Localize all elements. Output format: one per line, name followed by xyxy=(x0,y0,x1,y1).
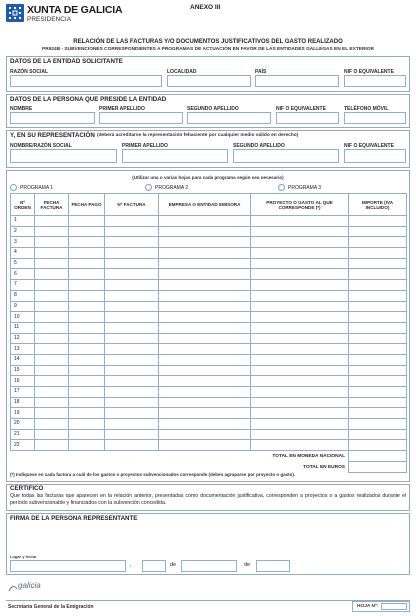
row-order-number: 1 xyxy=(11,216,35,227)
table-cell[interactable] xyxy=(251,333,349,344)
entity-heading: DATOS DE LA ENTIDAD SOLICITANTE xyxy=(10,58,123,65)
table-cell[interactable] xyxy=(35,322,69,333)
table-cell[interactable] xyxy=(251,216,349,227)
table-cell[interactable] xyxy=(159,429,251,440)
date-de-1: de xyxy=(170,562,177,568)
entity-country-field[interactable] xyxy=(255,75,339,87)
table-cell[interactable] xyxy=(35,344,69,355)
table-cell[interactable] xyxy=(251,312,349,323)
entity-name-field[interactable] xyxy=(10,75,162,87)
president-nif-label: NIF O EQUIVALENTE xyxy=(276,106,326,112)
entity-locality-field[interactable] xyxy=(167,75,251,87)
total-local-label: TOTAL EN MONEDA NACIONAL xyxy=(11,451,349,462)
table-cell[interactable] xyxy=(349,429,407,440)
representative-nif-field[interactable] xyxy=(344,149,406,163)
col-order-header: Nº ORDEN xyxy=(11,194,35,216)
program-2-radio[interactable] xyxy=(145,184,152,191)
table-cell[interactable] xyxy=(105,226,159,237)
table-cell[interactable] xyxy=(251,397,349,408)
col-invoice-date-header: FECHA FACTURA xyxy=(35,194,69,216)
table-row xyxy=(11,419,407,430)
table-row xyxy=(11,312,407,323)
row-order-number: 11 xyxy=(11,322,35,333)
table-cell[interactable] xyxy=(69,280,105,291)
table-cell[interactable] xyxy=(349,226,407,237)
table-cell[interactable] xyxy=(69,322,105,333)
table-row xyxy=(11,429,407,440)
table-cell[interactable] xyxy=(105,354,159,365)
table-cell[interactable] xyxy=(349,280,407,291)
table-row xyxy=(11,280,407,291)
table-cell[interactable] xyxy=(105,290,159,301)
table-cell[interactable] xyxy=(35,237,69,248)
representative-name-field[interactable] xyxy=(10,149,117,163)
table-row xyxy=(11,333,407,344)
president-phone-label: TELÉFONO MÓVIL xyxy=(344,106,389,112)
table-cell[interactable] xyxy=(105,376,159,387)
row-order-number: 22 xyxy=(11,440,35,451)
program-1-radio[interactable] xyxy=(10,184,17,191)
table-cell[interactable] xyxy=(349,248,407,259)
table-row xyxy=(11,322,407,333)
table-cell[interactable] xyxy=(349,290,407,301)
table-cell[interactable] xyxy=(159,419,251,430)
table-cell[interactable] xyxy=(69,216,105,227)
table-cell[interactable] xyxy=(69,258,105,269)
row-order-number: 19 xyxy=(11,408,35,419)
table-cell[interactable] xyxy=(105,269,159,280)
total-local-field[interactable] xyxy=(349,451,407,462)
invoice-footnote: (*) Indíquese en cada factura a cuál de los gastos o proyectos subvencionados corresponde (deben agruparse por proyecto o gasto). xyxy=(10,472,296,477)
representative-note: (deberá acreditarse la representación fehaciente por cualquier medio válido en derecho) xyxy=(97,133,299,138)
certify-heading: CERTIFICO xyxy=(10,485,44,492)
document-title: RELACIÓN DE LAS FACTURAS Y/O DOCUMENTOS JUSTIFICATIVOS DEL GASTO REALIZADO xyxy=(73,39,343,45)
table-cell[interactable] xyxy=(251,322,349,333)
president-name-label: NOMBRE xyxy=(10,106,33,112)
entity-nif-field[interactable] xyxy=(344,75,406,87)
table-cell[interactable] xyxy=(69,333,105,344)
table-cell[interactable] xyxy=(69,290,105,301)
table-cell[interactable] xyxy=(349,397,407,408)
representative-surname1-field[interactable] xyxy=(122,149,228,163)
table-cell[interactable] xyxy=(69,397,105,408)
table-cell[interactable] xyxy=(105,237,159,248)
representative-surname2-field[interactable] xyxy=(233,149,339,163)
place-field[interactable] xyxy=(10,560,126,572)
table-cell[interactable] xyxy=(159,312,251,323)
col-amount-header: IMPORTE (IVA INCLUIDO) xyxy=(349,194,407,216)
table-cell[interactable] xyxy=(69,301,105,312)
table-cell[interactable] xyxy=(159,237,251,248)
table-cell[interactable] xyxy=(251,301,349,312)
table-cell[interactable] xyxy=(349,269,407,280)
row-order-number: 17 xyxy=(11,387,35,398)
table-cell[interactable] xyxy=(251,269,349,280)
program-3-label: PROGRAMA 3 xyxy=(288,185,322,191)
table-cell[interactable] xyxy=(69,237,105,248)
table-cell[interactable] xyxy=(159,440,251,451)
table-row xyxy=(11,354,407,365)
table-cell[interactable] xyxy=(349,301,407,312)
day-field[interactable] xyxy=(142,560,166,572)
table-cell[interactable] xyxy=(105,322,159,333)
table-cell[interactable] xyxy=(349,258,407,269)
year-field[interactable] xyxy=(256,560,290,572)
table-cell[interactable] xyxy=(105,387,159,398)
president-nif-field[interactable] xyxy=(276,112,339,124)
table-row xyxy=(11,365,407,376)
table-cell[interactable] xyxy=(349,312,407,323)
table-cell[interactable] xyxy=(105,419,159,430)
row-order-number: 13 xyxy=(11,344,35,355)
row-order-number: 9 xyxy=(11,301,35,312)
table-cell[interactable] xyxy=(251,408,349,419)
row-order-number: 18 xyxy=(11,397,35,408)
row-order-number: 7 xyxy=(11,280,35,291)
president-phone-field[interactable] xyxy=(344,112,406,124)
table-cell[interactable] xyxy=(159,376,251,387)
table-cell[interactable] xyxy=(35,226,69,237)
president-name-field[interactable] xyxy=(10,112,95,124)
footer-department: Secretaría General de la Emigración xyxy=(8,604,94,610)
date-de-2: de xyxy=(244,562,251,568)
row-order-number: 20 xyxy=(11,419,35,430)
table-row xyxy=(11,408,407,419)
table-cell[interactable] xyxy=(35,354,69,365)
row-order-number: 21 xyxy=(11,429,35,440)
table-cell[interactable] xyxy=(251,237,349,248)
representative-nif-label: NIF O EQUIVALENTE xyxy=(344,143,394,149)
table-row xyxy=(11,248,407,259)
table-row xyxy=(11,226,407,237)
table-cell[interactable] xyxy=(349,376,407,387)
table-cell[interactable] xyxy=(35,440,69,451)
table-row xyxy=(11,397,407,408)
table-cell[interactable] xyxy=(159,269,251,280)
page-number-field[interactable] xyxy=(381,603,407,610)
table-cell[interactable] xyxy=(349,322,407,333)
table-cell[interactable] xyxy=(349,408,407,419)
col-issuer-header: EMPRESA O ENTIDAD EMISORA xyxy=(159,194,251,216)
table-cell[interactable] xyxy=(251,258,349,269)
representative-heading: Y, EN SU REPRESENTACIÓN xyxy=(10,132,95,139)
row-order-number: 6 xyxy=(11,269,35,280)
table-cell[interactable] xyxy=(349,344,407,355)
table-cell[interactable] xyxy=(349,365,407,376)
table-cell[interactable] xyxy=(159,248,251,259)
table-cell[interactable] xyxy=(105,248,159,259)
table-cell[interactable] xyxy=(251,440,349,451)
table-cell[interactable] xyxy=(69,248,105,259)
table-cell[interactable] xyxy=(251,429,349,440)
invoice-table xyxy=(10,193,407,473)
table-cell[interactable] xyxy=(349,333,407,344)
table-cell[interactable] xyxy=(105,216,159,227)
row-order-number: 12 xyxy=(11,333,35,344)
col-payment-date-header: FECHA PAGO xyxy=(69,194,105,216)
table-cell[interactable] xyxy=(105,408,159,419)
table-cell[interactable] xyxy=(159,258,251,269)
entity-name-label: RAZÓN SOCIAL xyxy=(10,69,49,75)
table-cell[interactable] xyxy=(69,387,105,398)
table-cell[interactable] xyxy=(349,419,407,430)
certify-text: Que todas las facturas que aparecen en la relación anterior, presentadas como documentación justificativa, corresponden a proyectos o a gastos realizados durante el período subvencionable y financiados con la subvención concedida. xyxy=(10,493,406,506)
table-cell[interactable] xyxy=(35,387,69,398)
footer-divider xyxy=(6,600,410,601)
date-comma: , xyxy=(130,562,132,568)
table-cell[interactable] xyxy=(159,333,251,344)
table-cell[interactable] xyxy=(251,280,349,291)
table-cell[interactable] xyxy=(105,344,159,355)
org-name: XUNTA DE GALICIA xyxy=(27,4,123,16)
page-number-label: HOJA Nº: xyxy=(357,604,379,609)
table-cell[interactable] xyxy=(35,333,69,344)
program-1-label: PROGRAMA 1 xyxy=(20,185,54,191)
table-cell[interactable] xyxy=(105,312,159,323)
table-cell[interactable] xyxy=(69,269,105,280)
table-cell[interactable] xyxy=(159,408,251,419)
annex-label: ANEXO III xyxy=(190,4,221,11)
table-cell[interactable] xyxy=(69,344,105,355)
row-order-number: 8 xyxy=(11,290,35,301)
table-cell[interactable] xyxy=(105,429,159,440)
programs-note: (Utilizar una o varias hojas para cada programa según sea necesario) xyxy=(132,175,284,180)
table-cell[interactable] xyxy=(159,226,251,237)
signature-heading: FIRMA DE LA PERSONA REPRESENTANTE xyxy=(10,515,138,522)
table-cell[interactable] xyxy=(159,290,251,301)
table-cell[interactable] xyxy=(159,216,251,227)
table-cell[interactable] xyxy=(105,333,159,344)
table-cell[interactable] xyxy=(251,376,349,387)
table-cell[interactable] xyxy=(35,258,69,269)
document-subtitle: PR924B - SUBVENCIONES CORRESPONDIENTES A PROGRAMAS DE ACTUACIÓN EN FAVOR DE LAS ENTIDADES GALLEGAS EN EL EXTERIOR xyxy=(42,47,374,52)
table-cell[interactable] xyxy=(349,387,407,398)
entity-locality-label: LOCALIDAD xyxy=(167,69,197,75)
table-cell[interactable] xyxy=(69,312,105,323)
table-cell[interactable] xyxy=(159,397,251,408)
table-cell[interactable] xyxy=(159,365,251,376)
row-order-number: 16 xyxy=(11,376,35,387)
table-cell[interactable] xyxy=(69,419,105,430)
table-cell[interactable] xyxy=(35,397,69,408)
table-cell[interactable] xyxy=(69,354,105,365)
table-row xyxy=(11,269,407,280)
row-order-number: 3 xyxy=(11,237,35,248)
table-cell[interactable] xyxy=(35,269,69,280)
table-cell[interactable] xyxy=(35,301,69,312)
table-cell[interactable] xyxy=(35,290,69,301)
col-project-header: PROYECTO O GASTO AL QUE CORRESPONDE (*) xyxy=(251,194,349,216)
representative-surname1-label: PRIMER APELLIDO xyxy=(122,143,168,149)
table-cell[interactable] xyxy=(159,322,251,333)
table-cell[interactable] xyxy=(105,280,159,291)
table-cell[interactable] xyxy=(69,226,105,237)
month-field[interactable] xyxy=(181,560,237,572)
row-order-number: 2 xyxy=(11,226,35,237)
table-cell[interactable] xyxy=(159,387,251,398)
table-cell[interactable] xyxy=(159,280,251,291)
place-date-label: Lugar y fecha xyxy=(10,554,37,559)
representative-surname2-label: SEGUNDO APELLIDO xyxy=(233,143,285,149)
president-heading: DATOS DE LA PERSONA QUE PRESIDE LA ENTIDAD xyxy=(10,96,167,103)
table-cell[interactable] xyxy=(105,397,159,408)
row-order-number: 10 xyxy=(11,312,35,323)
table-cell[interactable] xyxy=(159,301,251,312)
president-surname2-field[interactable] xyxy=(187,112,271,124)
galicia-logo-icon xyxy=(8,580,18,590)
program-2-label: PROGRAMA 2 xyxy=(155,185,189,191)
table-cell[interactable] xyxy=(105,440,159,451)
total-eur-label: TOTAL EN EUROS xyxy=(303,464,345,470)
row-order-number: 15 xyxy=(11,365,35,376)
table-cell[interactable] xyxy=(251,365,349,376)
president-surname1-label: PRIMER APELLIDO xyxy=(99,106,145,112)
program-3-radio[interactable] xyxy=(278,184,285,191)
col-invoice-number-header: Nº FACTURA xyxy=(105,194,159,216)
table-cell[interactable] xyxy=(69,365,105,376)
table-cell[interactable] xyxy=(35,365,69,376)
table-cell[interactable] xyxy=(35,419,69,430)
table-row xyxy=(11,440,407,451)
department-name: PRESIDENCIA xyxy=(27,16,72,23)
table-row xyxy=(11,290,407,301)
table-cell[interactable] xyxy=(251,248,349,259)
table-cell[interactable] xyxy=(251,344,349,355)
table-cell[interactable] xyxy=(105,301,159,312)
table-cell[interactable] xyxy=(251,354,349,365)
table-cell[interactable] xyxy=(349,440,407,451)
table-cell[interactable] xyxy=(35,376,69,387)
representative-name-label: NOMBRE/RAZÓN SOCIAL xyxy=(10,143,72,149)
table-cell[interactable] xyxy=(349,354,407,365)
table-cell[interactable] xyxy=(159,354,251,365)
galicia-logo-text: galicia xyxy=(18,581,41,590)
table-cell[interactable] xyxy=(159,344,251,355)
table-cell[interactable] xyxy=(251,290,349,301)
table-cell[interactable] xyxy=(349,237,407,248)
president-surname2-label: SEGUNDO APELLIDO xyxy=(187,106,239,112)
row-order-number: 4 xyxy=(11,248,35,259)
table-cell[interactable] xyxy=(35,312,69,323)
total-eur-field[interactable] xyxy=(349,462,407,473)
table-cell[interactable] xyxy=(105,365,159,376)
entity-nif-label: NIF O EQUIVALENTE xyxy=(344,69,394,75)
table-cell[interactable] xyxy=(35,280,69,291)
table-cell[interactable] xyxy=(35,408,69,419)
xunta-crest-icon xyxy=(6,4,24,22)
table-row xyxy=(11,216,407,227)
table-row xyxy=(11,237,407,248)
table-cell[interactable] xyxy=(69,429,105,440)
invoice-table-body xyxy=(11,216,407,451)
table-row xyxy=(11,301,407,312)
table-cell[interactable] xyxy=(69,440,105,451)
table-row xyxy=(11,376,407,387)
row-order-number: 14 xyxy=(11,354,35,365)
table-cell[interactable] xyxy=(35,216,69,227)
row-order-number: 5 xyxy=(11,258,35,269)
table-cell[interactable] xyxy=(251,419,349,430)
table-row xyxy=(11,387,407,398)
president-surname1-field[interactable] xyxy=(99,112,183,124)
table-row xyxy=(11,344,407,355)
table-cell[interactable] xyxy=(251,226,349,237)
table-cell[interactable] xyxy=(35,429,69,440)
table-row xyxy=(11,258,407,269)
entity-country-label: PAÍS xyxy=(255,69,267,75)
table-cell[interactable] xyxy=(69,376,105,387)
table-cell[interactable] xyxy=(251,387,349,398)
table-cell[interactable] xyxy=(105,258,159,269)
table-cell[interactable] xyxy=(349,216,407,227)
table-cell[interactable] xyxy=(35,248,69,259)
table-cell[interactable] xyxy=(69,408,105,419)
